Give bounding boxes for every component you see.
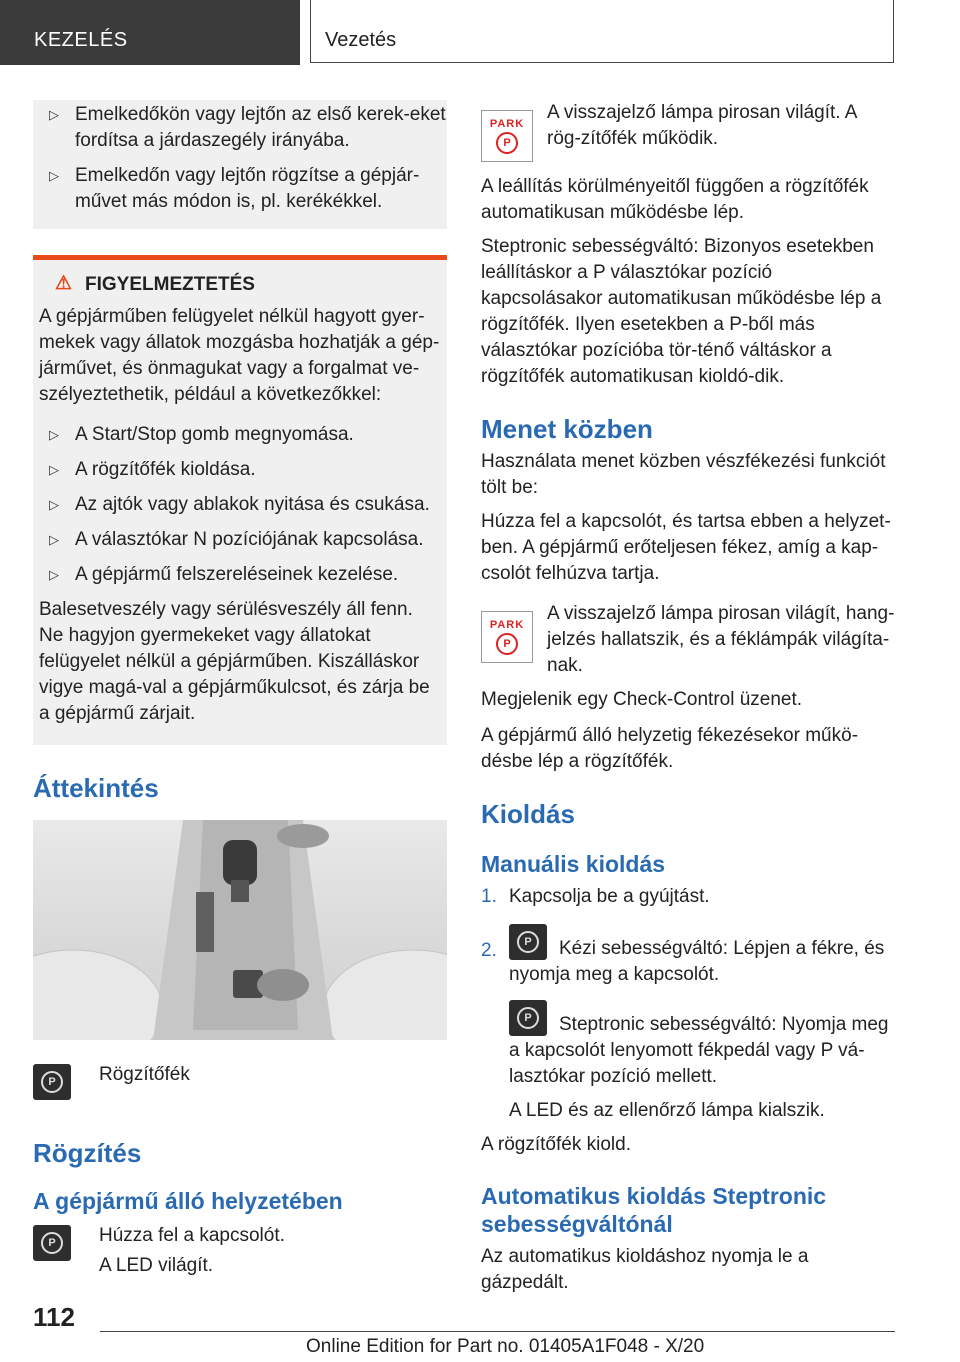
parking-brake-switch-icon: P — [509, 1000, 547, 1036]
section-header — [0, 0, 300, 65]
list-item: ▷ Emelkedőkön vagy lejtőn az első kerek-eket fordítsa a járdaszegély irányába. — [49, 104, 446, 151]
photo-caption: Rögzítőfék — [99, 1064, 190, 1085]
warning-icon: ⚠ — [55, 273, 73, 294]
parking-brake-switch-icon: P — [509, 924, 547, 960]
step-text: Steptronic sebességváltó: Nyomja meg a kapcsolót lenyomott fékpedál vagy P vá-lasztókar pozíció mellett. — [509, 1014, 889, 1087]
left-column — [33, 100, 447, 1279]
indicator-text: A visszajelző lámpa pirosan világít, hang-jelzés hallatszik, és a féklámpák világíta-nak. — [547, 603, 895, 676]
triangle-bullet-icon: ▷ — [49, 497, 59, 512]
intro-box — [33, 100, 447, 229]
step-text: A LED és az ellenőrző lámpa kialszik. — [509, 1100, 825, 1121]
triangle-bullet-icon: ▷ — [49, 462, 59, 477]
park-indicator-row — [481, 100, 895, 152]
subsection-heading: A gépjármű álló helyzetében — [33, 1188, 343, 1214]
step-text: Kézi sebességváltó: Lépjen a fékre, és nyomja meg a kapcsolót. — [509, 938, 885, 985]
list-item: ▷ Az ajtók vagy ablakok nyitása és csukása. — [39, 492, 441, 518]
console-illustration — [33, 820, 447, 1040]
list-item: ▷ A rögzítőfék kioldása. — [39, 457, 441, 483]
parking-brake-switch-icon: P — [33, 1064, 71, 1100]
triangle-bullet-icon: ▷ — [49, 567, 59, 582]
list-item: ▷ Emelkedőn vagy lejtőn rögzítse a gépjár-művet más módon is, pl. kerékékkel. — [49, 165, 420, 212]
triangle-bullet-icon: ▷ — [49, 168, 59, 183]
warning-intro: A gépjárműben felügyelet nélkül hagyott gyer-mekek vagy állatok mozgásba hozhatják a gép-járművet, és önmagukat vagy a forgalmat ve-szélyeztethetik, például a következőkkel: — [39, 306, 440, 405]
section-title: KEZELÉS — [34, 29, 128, 51]
triangle-bullet-icon: ▷ — [49, 107, 59, 122]
warning-title: ⚠ FIGYELMEZTETÉS — [55, 273, 255, 295]
paragraph: Steptronic sebességváltó: Bizonyos esetekben leállításkor a P választókar pozíció kapcsolásakor automatikusan működésbe lép a rögzítőfék. Ilyen esetekben a P-ből más választókar pozícióba tör-ténő váltáskor a rögzítőfék automatikusan kioldó-dik. — [481, 236, 882, 387]
list-item: 2. P Kézi sebességváltó: Lépjen a fékre, és nyomja meg a kapcsolót. P Steptronic sebességváltó: Nyomja meg a kapcsolót lenyomott fékpedál vagy P vá-lasztókar pozíció mellett. A LED és az ellenőrző lámpa kialszik. — [481, 924, 895, 1124]
edition-note: Online Edition for Part no. 01405A1F048 - X/20 — [306, 1336, 705, 1357]
warning-outro: Balesetveszély vagy sérülésveszély áll fenn. Ne hagyjon gyermekeket vagy állatokat felügyelet nélkül a gépjárműben. Kiszálláskor vigye magá-val a gépjárműkulcsot, és zárja be a gépjármű zárjait. — [39, 599, 430, 724]
overview-heading: Áttekintés — [33, 773, 159, 803]
park-warning-lamp-icon: PARK P — [481, 110, 533, 162]
parking-brake-switch-icon: P — [33, 1225, 71, 1261]
apply-step: Húzza fel a kapcsolót. — [99, 1225, 285, 1246]
moving-heading: Menet közben — [481, 414, 653, 444]
chapter-title: Vezetés — [325, 29, 397, 51]
list-item: ▷ A Start/Stop gomb megnyomása. — [39, 422, 441, 448]
triangle-bullet-icon: ▷ — [49, 427, 59, 442]
parking-brake-photo — [33, 820, 447, 1040]
paragraph: A gépjármű álló helyzetig fékezésekor műkö-désbe lép a rögzítőfék. — [481, 725, 859, 772]
indicator-text: A visszajelző lámpa pirosan világít. A rög-zítőfék működik. — [547, 102, 857, 149]
apply-row — [33, 1223, 447, 1279]
section-heading-apply: Rögzítés — [33, 1138, 142, 1168]
caption-row — [33, 1060, 447, 1108]
manual-release-heading: Manuális kioldás — [481, 851, 666, 877]
auto-release-heading: Automatikus kioldás Steptronic sebességváltónál — [481, 1183, 827, 1237]
page-number: 112 — [33, 1302, 75, 1332]
footer-divider — [100, 1331, 895, 1332]
warning-box — [33, 260, 447, 745]
paragraph: Az automatikus kioldáshoz nyomja le a gázpedált. — [481, 1246, 809, 1293]
paragraph: A rögzítőfék kiold. — [481, 1134, 631, 1155]
list-item: 1. Kapcsolja be a gyújtást. — [481, 886, 710, 907]
paragraph: Megjelenik egy Check-Control üzenet. — [481, 689, 803, 710]
park-warning-lamp-icon: PARK P — [481, 611, 533, 663]
paragraph: Használata menet közben vészfékezési funkciót tölt be: — [481, 451, 886, 498]
chapter-header — [310, 0, 894, 63]
list-item: ▷ A gépjármű felszereléseinek kezelése. — [39, 562, 441, 588]
paragraph: Húzza fel a kapcsolót, és tartsa ebben a helyzet-ben. A gépjármű erőteljesen fékez, amíg a kap-csolót felhúzva tartja. — [481, 511, 891, 584]
release-heading: Kioldás — [481, 799, 575, 829]
paragraph: A leállítás körülményeitől függően a rögzítőfék automatikusan működésbe lép. — [481, 176, 869, 223]
right-column — [481, 100, 895, 1296]
led-status: A LED világít. — [99, 1255, 214, 1276]
list-item: ▷ A választókar N pozíciójának kapcsolása. — [39, 527, 441, 553]
triangle-bullet-icon: ▷ — [49, 532, 59, 547]
park-indicator-row — [481, 595, 895, 679]
